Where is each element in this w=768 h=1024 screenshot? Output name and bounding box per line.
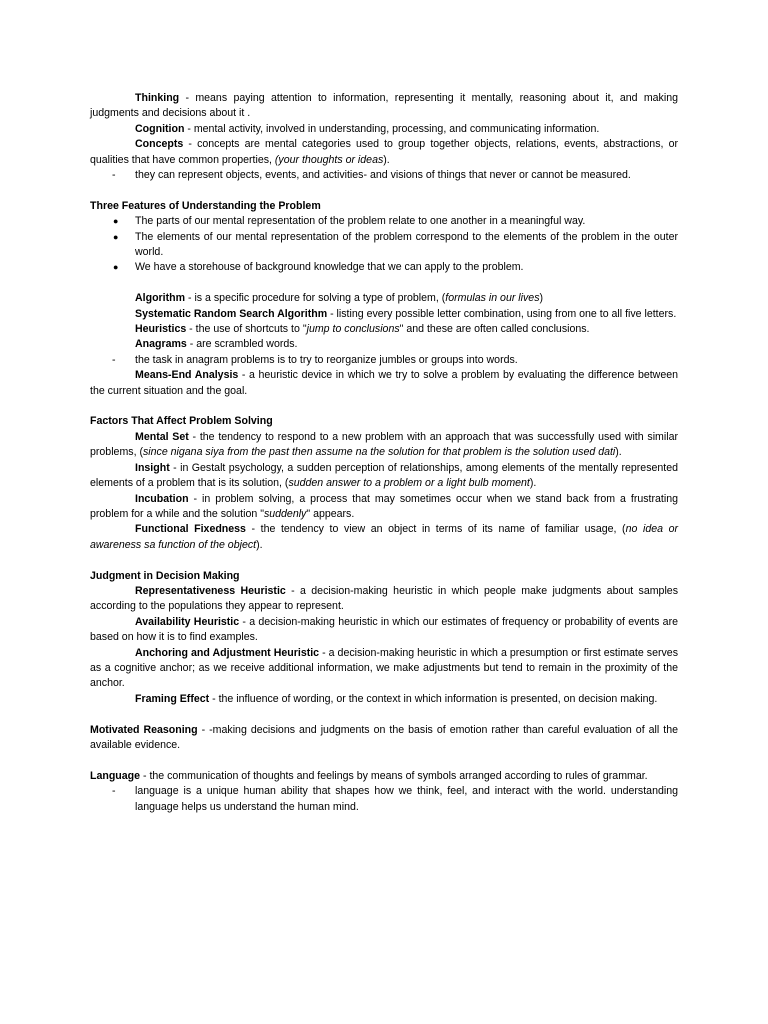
term: Availability Heuristic [135, 615, 240, 628]
document-page [90, 91, 678, 815]
term: Heuristics [135, 323, 187, 336]
incubation-definition: Incubation - in problem solving, a process that may sometimes occur when we stand back from a frustrating problem for a while and the solution "suddenly" appears. [90, 492, 678, 520]
srsa-definition: Systematic Random Search Algorithm - listing every possible letter combination, using from one to all five letters. [135, 307, 677, 320]
definition: - means paying attention to information, representing it mentally, reasoning about it, and making judgments and decisions about it . [90, 92, 678, 120]
term: Anagrams [135, 338, 187, 351]
term: Algorithm [135, 292, 186, 305]
algorithm-definition: Algorithm - is a specific procedure for solving a type of problem, (formulas in our lives) [135, 292, 544, 305]
section-heading: Judgment in Decision Making [90, 569, 240, 582]
term: Representativeness Heuristic [135, 584, 286, 597]
dash-list-item: - they can represent objects, events, and activities- and visions of things that never or cannot be measured. [90, 168, 678, 183]
term: Insight [135, 461, 170, 474]
insight-definition: Insight - in Gestalt psychology, a sudden perception of relationships, among elements of the mentally represented elements of a problem that is its solution, (sudden answer to a problem or a light bulb moment). [90, 461, 678, 490]
term: Incubation [135, 492, 189, 505]
motivated-reasoning-definition: Motivated Reasoning - -making decisions and judgments on the basis of emotion rather than careful evaluation of all the available evidence. [90, 723, 678, 751]
representativeness-definition: Representativeness Heuristic - a decision-making heuristic in which people make judgments about samples according to the populations they appear to represent. [90, 584, 678, 613]
concepts-definition: Concepts - concepts are mental categories used to group together objects, relations, events, abstractions, or qualities that have common properties, (your thoughts or ideas). [90, 138, 678, 166]
anagrams-definition: Anagrams - are scrambled words. [135, 338, 298, 351]
term: Means-End Analysis [135, 369, 239, 382]
term: Framing Effect [135, 692, 210, 705]
note: since nigana siya from the past then assume na the solution for that problem is the solution used dati [142, 446, 616, 459]
section-heading: Factors That Affect Problem Solving [90, 415, 273, 428]
bullet-item: ● We have a storehouse of background knowledge that we can apply to the problem. [90, 260, 678, 275]
dash-marker: - [112, 169, 116, 182]
term: Anchoring and Adjustment Heuristic [135, 646, 320, 659]
note: sudden answer to a problem or a light bulb moment [288, 477, 530, 490]
dash-marker: - [112, 353, 116, 366]
term: Thinking [135, 92, 180, 104]
note: no idea or awareness sa function of the object [90, 523, 678, 551]
bullet-icon: ● [113, 231, 119, 242]
term: Concepts [135, 138, 184, 151]
bullet-item: ● The elements of our mental representation of the problem correspond to the elements of the problem in the outer world. [113, 230, 678, 259]
section-heading: Three Features of Understanding the Problem [90, 199, 321, 212]
term: Mental Set [135, 430, 189, 443]
definition: - concepts are mental categories used to group together objects, relations, events, abstractions, or qualities that have common properties, [90, 138, 678, 166]
heuristics-definition: Heuristics - the use of shortcuts to "jump to conclusions" and these are often called conclusions. [135, 323, 590, 336]
anchoring-definition: Anchoring and Adjustment Heuristic - a decision-making heuristic in which a presumption or first estimate serves as a cognitive anchor; as we receive additional information, we make adjustments but tend to remain in the proximity of the anchor. [90, 646, 678, 690]
note: jump to conclusions [306, 323, 400, 336]
availability-definition: Availability Heuristic - a decision-making heuristic in which our estimates of frequency or probability of events are based on how it is to find examples. [90, 615, 678, 644]
framing-definition: Framing Effect - the influence of wording, or the context in which information is presented, on decision making. [135, 692, 658, 705]
means-end-definition: Means-End Analysis - a heuristic device in which we try to solve a problem by evaluating the difference between the current situation and the goal. [90, 369, 678, 397]
term: Language [90, 769, 141, 782]
dash-list-item: - language is a unique human ability that shapes how we think, feel, and interact with the world. understanding language helps us understand the human mind. [112, 785, 678, 813]
cognition-definition [90, 122, 678, 137]
definition: - mental activity, involved in understanding, processing, and communicating information. [184, 122, 600, 135]
dash-marker: - [112, 785, 116, 798]
term: Functional Fixedness [135, 523, 246, 536]
term: Cognition [135, 122, 185, 135]
note: suddenly [263, 507, 307, 520]
term: Motivated Reasoning [90, 723, 198, 736]
mental-set-definition: Mental Set - the tendency to respond to a new problem with an approach that was successfully used with similar problems, (since nigana siya from the past then assume na the solution for that problem is the solution used dati). [90, 430, 679, 459]
note: formulas in our lives [445, 292, 540, 305]
dash-list-item: - the task in anagram problems is to try to reorganize jumbles or groups into words. [90, 353, 678, 368]
term: Systematic Random Search Algorithm [135, 307, 328, 320]
language-definition: Language - the communication of thoughts and feelings by means of symbols arranged according to rules of grammar. [90, 769, 648, 782]
bullet-icon: ● [113, 262, 119, 273]
bullet-item: ● The parts of our mental representation of the problem relate to one another in a meaningful way. [90, 214, 678, 229]
bullet-icon: ● [113, 216, 119, 227]
note: (your thoughts or ideas [274, 153, 384, 166]
thinking-definition [90, 91, 678, 122]
functional-fixedness-definition: Functional Fixedness - the tendency to view an object in terms of its name of familiar usage, (no idea or awareness sa function of the object). [90, 523, 678, 551]
